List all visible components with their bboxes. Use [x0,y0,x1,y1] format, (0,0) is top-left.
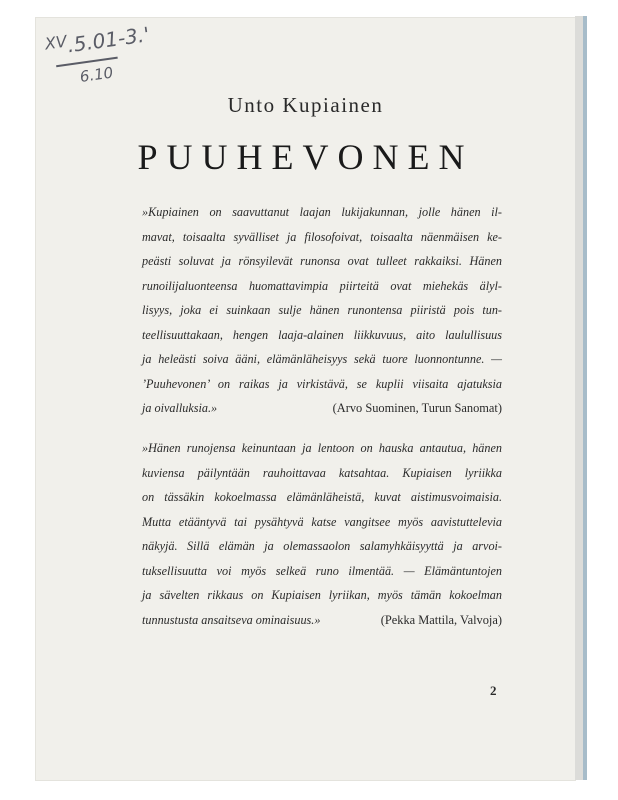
review-line: ja oivalluksia.» [142,401,218,415]
review-final-line [142,608,502,633]
review-line: lisyys, joka ei suinkaan sulje hänen runontensa piiristä pois tun- [142,303,502,317]
book-cover-edge [583,16,587,780]
review-line: näkyjä. Sillä elämän ja olemassaolon salamyhkäisyyttä ja arvoi- [142,539,502,553]
review-quote [142,436,502,632]
review-line: tunnustusta ansaitseva ominaisuus.» [142,612,321,627]
review-line: »Kupiainen on saavuttanut laajan lukijakunnan, jolle hänen il- [142,205,502,219]
handwritten-note-line: XV [43,31,69,54]
book-spine-edge [575,16,583,780]
author-name: Unto Kupiainen [227,93,384,117]
book-title: PUUHEVONEN [137,137,474,177]
review-quote [142,200,502,421]
review-line: Mutta etääntyvä tai pysähtyvä katse vangitsee myös aavistuttelevia [142,514,502,529]
review-line: ’Puuhevonen’ on raikas ja virkistävä, se kuplii viisaita ajatuksia [142,376,502,391]
review-line: on tässäkin kokoelmassa elämänläheistä, kuvat aistimusvoimaisia. [142,490,502,504]
review-line: runoilijaluonteensa huomattavimpia piirteitä ovat miehekäs älyl- [142,278,502,293]
handwritten-note-line: .5.01-3.' [65,22,152,58]
page-number: 2 [490,683,497,698]
review-line: tuksellisuutta voi myös selkeä runo ilmentää. — Elämäntuntojen [142,563,502,578]
handwritten-note-line: 6.10 [78,63,115,86]
review-line: »Hänen runojensa keinuntaan ja lentoon on hauska antautua, hänen [142,441,502,455]
review-line: mavat, toisaalta syvälliset ja filosofoivat, toisaalta näenmäisen ke- [142,229,502,244]
review-line: ja sävelten rikkaus on Kupiaisen lyriikan, myös tämän kokoelman [142,588,502,602]
review-final-line [142,396,502,421]
review-line: ja heleästi soiva ääni, elämänläheisyys sekä tuore luonnontunne. — [142,352,502,366]
review-source: (Arvo Suominen, Turun Sanomat) [332,401,502,415]
review-line: kuviensa päilyntään rauhoittavaa katsahtaa. Kupiaisen lyriikka [142,465,502,480]
review-line: teellisuuttakaan, hengen laaja-alainen liikkuvuus, aito laulullisuus [142,327,502,342]
review-source: (Pekka Mattila, Valvoja) [380,612,502,627]
review-line: peästi soluvat ja rönsyilevät runonsa ovat tulleet rakkaiksi. Hänen [142,254,502,268]
